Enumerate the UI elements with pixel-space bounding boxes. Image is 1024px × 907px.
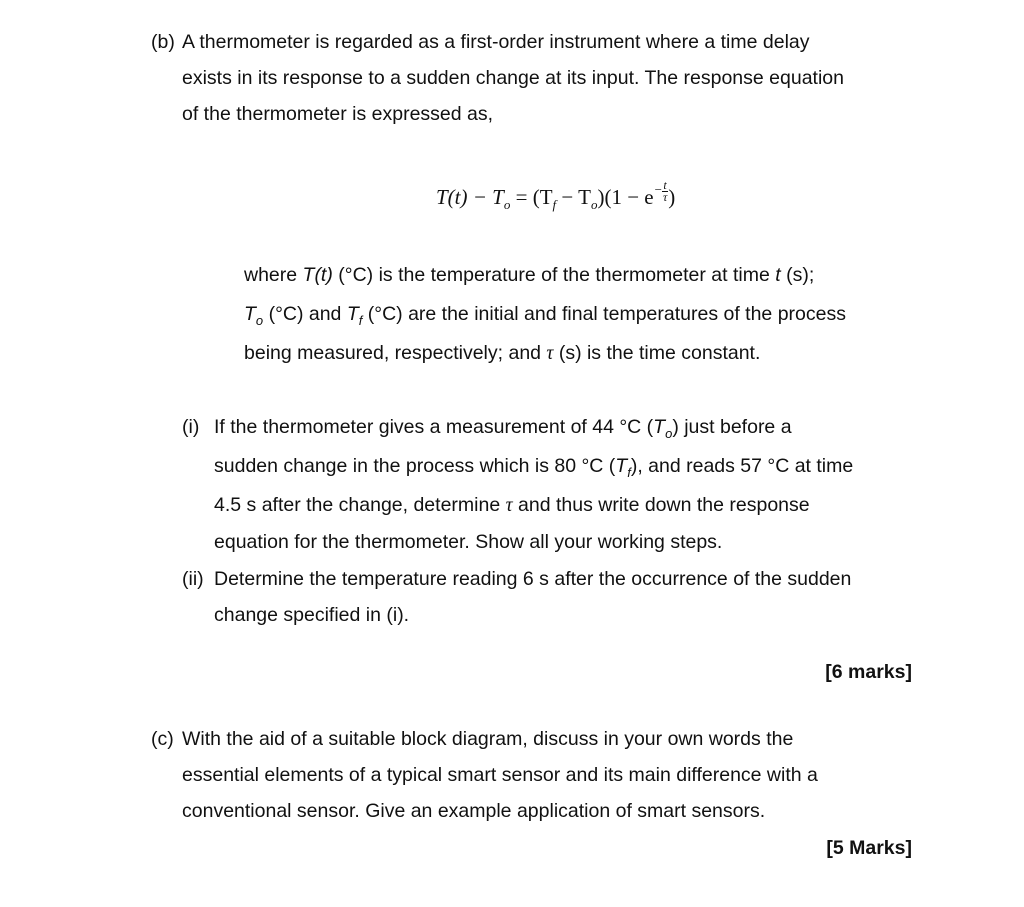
where-line-2 bbox=[244, 302, 846, 328]
where-l1-a: where bbox=[244, 264, 303, 286]
sub-i-line-1 bbox=[214, 415, 792, 441]
sub-ii-line-2: change specified in (i). bbox=[214, 604, 410, 626]
part-b-label: (b) bbox=[151, 31, 175, 53]
sub-i-l2-b: ), and reads 57 °C at time bbox=[630, 455, 854, 477]
sub-i-line-4: equation for the thermometer. Show all your working steps. bbox=[214, 531, 723, 553]
part-c-line-2: essential elements of a typical smart sensor and its main difference with a bbox=[182, 764, 818, 786]
where-l3-b: (s) is the time constant. bbox=[553, 342, 761, 364]
where-l2-T2: T bbox=[346, 303, 359, 325]
eq-rhs-tail: )(1 − e bbox=[597, 185, 654, 209]
eq-lhs-sub: o bbox=[503, 197, 511, 212]
eq-equals: = (T bbox=[510, 185, 553, 209]
sub-i-l1-b: ) just before a bbox=[672, 416, 792, 438]
eq-f-sub: f bbox=[552, 197, 557, 212]
eq-exponent bbox=[655, 175, 669, 205]
sub-ii-label: (ii) bbox=[182, 568, 204, 590]
sub-ii-line-1: Determine the temperature reading 6 s after the occurrence of the sudden bbox=[214, 568, 852, 590]
eq-close: ) bbox=[668, 185, 676, 209]
sub-i-l2-a: sudden change in the process which is 80 °C ( bbox=[214, 455, 616, 477]
part-c-line-3: conventional sensor. Give an example application of smart sensors. bbox=[182, 800, 766, 822]
eq-lhs: T(t) − T bbox=[436, 185, 504, 209]
sub-i-l3-tau: τ bbox=[505, 495, 513, 516]
where-l3-a: being measured, respectively; and bbox=[244, 342, 547, 364]
sub-i-l2-f: f bbox=[627, 465, 631, 480]
part-b-intro-line-2: exists in its response to a sudden change at its input. The response equation bbox=[182, 67, 844, 89]
sub-i-l1-o: o bbox=[665, 426, 673, 441]
sub-i-label: (i) bbox=[182, 416, 200, 438]
where-line-1 bbox=[244, 263, 814, 287]
sub-i-l1-a: If the thermometer gives a measurement of 44 °C ( bbox=[214, 416, 654, 438]
sub-i-line-3 bbox=[214, 493, 810, 518]
response-equation bbox=[436, 177, 676, 215]
where-l3-tau: τ bbox=[546, 343, 554, 364]
where-l1-t: t bbox=[775, 264, 781, 286]
part-c-marks: [5 Marks] bbox=[826, 837, 912, 859]
part-b-intro-line-3: of the thermometer is expressed as, bbox=[182, 103, 494, 125]
part-c-label: (c) bbox=[151, 728, 174, 750]
sub-i-l3-a: 4.5 s after the change, determine bbox=[214, 494, 506, 516]
where-l1-var: T(t) bbox=[302, 264, 333, 286]
where-line-3 bbox=[244, 341, 760, 366]
sub-i-line-2 bbox=[214, 454, 853, 480]
eq-exp-sign: − bbox=[654, 182, 662, 197]
where-l2-f: f bbox=[358, 313, 363, 328]
where-l1-b: (°C) is the temperature of the thermometer at time bbox=[332, 264, 776, 286]
part-b-marks: [6 marks] bbox=[825, 661, 912, 683]
eq-exp-fraction bbox=[662, 177, 668, 204]
eq-o-sub: o bbox=[590, 197, 598, 212]
sub-i-l3-b: and thus write down the response bbox=[512, 494, 810, 516]
sub-i-l2-T: T bbox=[615, 455, 628, 477]
where-l2-T: T bbox=[244, 303, 256, 325]
where-l2-o: o bbox=[255, 313, 264, 328]
eq-exp-num: t bbox=[663, 177, 667, 192]
where-l2-a: (°C) and bbox=[263, 303, 347, 325]
where-l2-b: (°C) are the initial and final temperatures of the process bbox=[362, 303, 846, 325]
part-b-intro-line-1: A thermometer is regarded as a first-order instrument where a time delay bbox=[182, 31, 810, 53]
eq-exp-den: τ bbox=[662, 189, 668, 204]
sub-i-l1-T: T bbox=[653, 416, 666, 438]
eq-minus: − T bbox=[556, 185, 591, 209]
part-c-line-1: With the aid of a suitable block diagram, discuss in your own words the bbox=[182, 728, 794, 750]
where-l1-c: (s); bbox=[780, 264, 815, 286]
